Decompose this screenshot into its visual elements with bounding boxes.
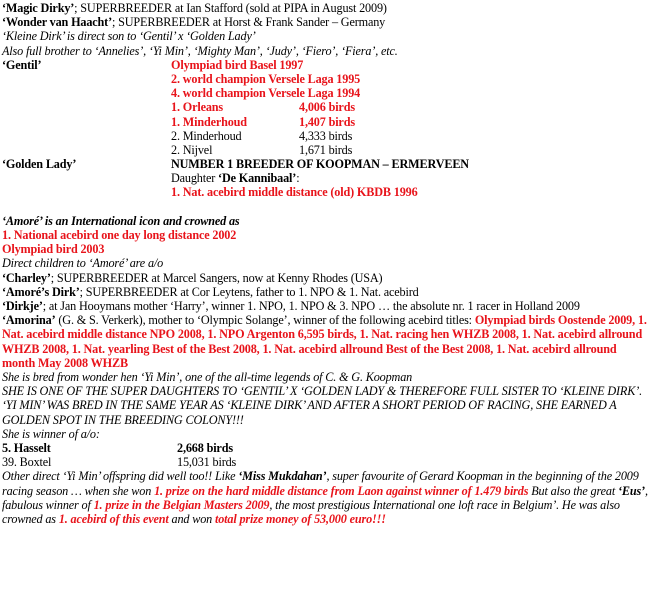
charley-text: ; SUPERBREEDER at Marcel Sangers, now at Kenny Rhodes (USA) [50, 270, 383, 285]
golden-lady-row-2 [2, 171, 648, 185]
golden-lady-name: ‘Golden Lady’ [2, 157, 77, 172]
gentil-title-3: 4. world champion Versele Laga 1994 [171, 86, 361, 101]
charley-name: ‘Charley’ [2, 270, 51, 285]
daughter-prefix: Daughter [171, 171, 219, 186]
golden-lady-daughter [171, 171, 299, 185]
daughter-name: ‘De Kannibaal’ [218, 171, 297, 186]
result-birds: 4,006 birds [299, 100, 355, 115]
offspring-text-2: , super favourite of Gerard Koopman in the beginning of the 2009 racing season … when she won [2, 469, 639, 498]
gentil-row-3 [2, 86, 648, 100]
spacer [2, 200, 648, 214]
golden-lady-row-3 [2, 185, 648, 199]
result-place: 5. Hasselt [2, 440, 51, 455]
magic-dirky-text: ; SUPERBREEDER at Ian Stafford (sold at PIPA in August 2009) [74, 1, 387, 15]
eus-name: ‘Eus’ [617, 483, 645, 498]
result-place: 39. Boxtel [2, 455, 52, 470]
gentil-result-row [2, 115, 648, 129]
gentil-row-2 [2, 72, 648, 86]
yi-min-winner-intro: She is winner of a/o: [2, 426, 100, 441]
amorina-paragraph [2, 313, 648, 370]
wonder-van-haacht-name: ‘Wonder van Haacht’ [2, 15, 113, 30]
golden-lady-title: NUMBER 1 BREEDER OF KOOPMAN – ERMERVEEN [171, 157, 469, 172]
dirkje-line [2, 299, 648, 313]
amorina-text: (G. & S. Verkerk), mother to ‘Olympic Solange’, winner of the following acebird titles: [55, 313, 475, 328]
gentil-result-row [2, 143, 648, 157]
yi-min-result-row [2, 455, 648, 469]
offspring-text-1: Other direct ‘Yi Min’ offspring did well too!! Like [2, 469, 239, 484]
result-place: 1. Minderhoud [171, 114, 247, 129]
belgian-masters-prize: 1. prize in the Belgian Masters 2009 [93, 497, 270, 512]
offspring-text-5: , the most prestigious International one loft race in Belgium’. He was also crowned as [2, 497, 620, 526]
result-place: 1. Orleans [171, 100, 223, 115]
magic-dirky-line [2, 1, 648, 15]
result-birds: 1,671 birds [299, 142, 353, 157]
amores-dirk-text: ; SUPERBREEDER at Cor Leytens, father to 1. NPO & 1. Nat. acebird [79, 284, 419, 299]
gentil-result-row [2, 100, 648, 114]
amores-dirk-line [2, 285, 648, 299]
document-page [2, 1, 648, 526]
offspring-text-3: But also the great [528, 483, 618, 498]
prize-money: total prize money of 53,000 euro!!! [215, 511, 386, 526]
yi-min-caps: SHE IS ONE OF THE SUPER DAUGHTERS TO ‘GENTIL’ X ‘GOLDEN LADY & THEREFORE FULL SISTER TO ‘KLEINE DIRK’. ‘YI MIN’ WAS BRED IN THE SAME YEAR AS ‘KLEINE DIRK’ AND AFTER A SHORT PERIOD OF RACING, SHE EARNED A GOLDEN SPOT IN THE BREEDING COLONY!!! [2, 384, 643, 427]
result-birds: 4,333 birds [299, 128, 353, 143]
acebird-event-title: 1. acebird of this event [58, 511, 169, 526]
dirkje-name: ‘Dirkje’ [2, 298, 43, 313]
result-birds: 15,031 birds [177, 455, 237, 470]
amorina-name: ‘Amorina’ [2, 313, 56, 328]
gentil-row-1 [2, 58, 648, 72]
amore-award-2: Olympiad bird 2003 [2, 242, 105, 257]
offspring-text-6: and won [168, 511, 215, 526]
magic-dirky-name: ‘Magic Dirky’ [2, 1, 75, 15]
amore-heading: ‘Amoré’ is an International icon and crowned as [2, 213, 240, 228]
amore-children-intro: Direct children to ‘Amoré’ are a/o [2, 256, 164, 271]
wonder-van-haacht-line [2, 15, 648, 29]
yi-min-intro: She is bred from wonder hen ‘Yi Min’, one of the all-time legends of C. & G. Koopman [2, 369, 413, 384]
full-brother-note: Also full brother to ‘Annelies’, ‘Yi Min’, ‘Mighty Man’, ‘Judy’, ‘Fiero’, ‘Fiera’, etc. [2, 43, 398, 58]
miss-mukdahan-name: ‘Miss Mukdahan’ [238, 469, 327, 484]
gentil-title-1: Olympiad bird Basel 1997 [171, 57, 304, 72]
offspring-paragraph [2, 469, 648, 526]
wonder-van-haacht-text: ; SUPERBREEDER at Horst & Frank Sander – Germany [112, 15, 386, 30]
gentil-name: ‘Gentil’ [2, 57, 42, 72]
result-birds: 1,407 birds [299, 114, 355, 129]
laon-prize: 1. prize on the hard middle distance from Laon against winner of 1.479 birds [154, 483, 529, 498]
gentil-result-row [2, 129, 648, 143]
result-place: 2. Nijvel [171, 142, 213, 157]
result-birds: 2,668 birds [177, 440, 233, 455]
golden-lady-row-1 [2, 157, 648, 171]
amores-dirk-name: ‘Amoré’s Dirk’ [2, 284, 80, 299]
amore-award-1: 1. National acebird one day long distance 2002 [2, 228, 237, 242]
yi-min-result-row [2, 441, 648, 455]
kleine-dirk-parentage: ‘Kleine Dirk’ is direct son to ‘Gentil’ x ‘Golden Lady’ [2, 29, 256, 44]
gentil-title-2: 2. world champion Versele Laga 1995 [171, 71, 361, 86]
dirkje-text: ; at Jan Hooymans mother ‘Harry’, winner 1. NPO, 1. NPO & 3. NPO … the absolute nr. 1 racer in Holland 2009 [42, 298, 580, 313]
golden-lady-award: 1. Nat. acebird middle distance (old) KBDB 1996 [171, 185, 418, 200]
offspring-text-4: , fabulous winner of [2, 483, 648, 512]
daughter-suffix: : [296, 171, 300, 186]
charley-line [2, 271, 648, 285]
amorina-titles: Olympiad birds Oostende 2009, 1. Nat. acebird middle distance NPO 2008, 1. NPO Argenton 6,595 birds, 1. Nat. racing hen WHZB 2008, 1. Nat. acebird allround WHZB 2008, 1. Nat. yearling Best of the Best 2008, 1. Nat. acebird allround Best of the Best 2008, 1. Nat. acebird allround month May 2008 WHZB [2, 313, 647, 370]
result-place: 2. Minderhoud [171, 128, 242, 143]
